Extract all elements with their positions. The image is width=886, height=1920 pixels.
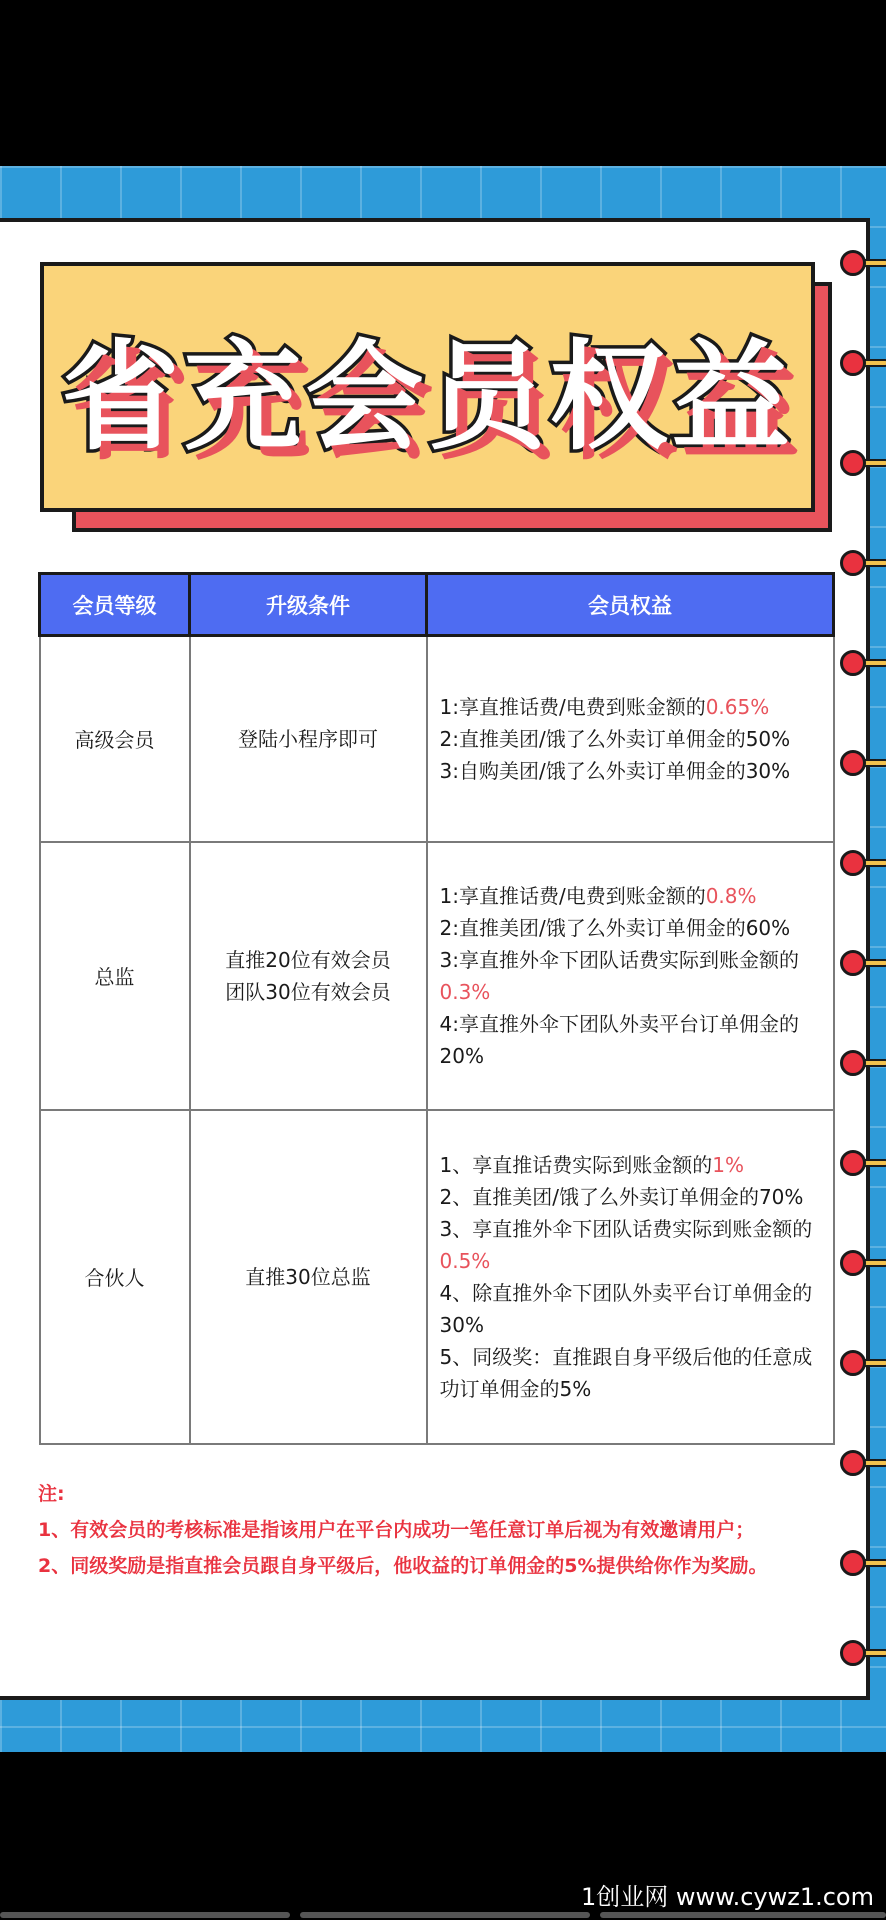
ring-icon: [840, 250, 886, 276]
page-title: 省充会员权益: [61, 328, 794, 466]
benefits-list: [427, 636, 834, 842]
ring-icon: [840, 1640, 886, 1666]
benefit-item: [440, 691, 825, 723]
ring-icon: [840, 550, 886, 576]
benefit-rate: 1%: [712, 1152, 744, 1177]
benefit-item: [440, 1341, 825, 1405]
benefit-item: [440, 723, 825, 755]
ring-icon: [840, 1550, 886, 1576]
member-level: 高级会员: [40, 636, 190, 842]
upgrade-condition: [190, 636, 427, 842]
condition-line: 直推30位总监: [245, 1264, 371, 1289]
note-item: 1、有效会员的考核标准是指该用户在平台内成功一笔任意订单后视为有效邀请用户；: [38, 1519, 755, 1541]
benefit-item: [440, 755, 825, 787]
benefit-item: [440, 1213, 825, 1277]
benefits-list: [427, 1110, 834, 1444]
benefit-item: [440, 1277, 825, 1341]
ring-icon: [840, 1150, 886, 1176]
header-level: 会员等级: [40, 574, 190, 636]
benefit-text: 2、直推美团/饿了么外卖订单佣金的70%: [439, 1184, 804, 1209]
ring-icon: [840, 1250, 886, 1276]
table-row: [40, 636, 834, 842]
benefit-item: [440, 1008, 825, 1072]
ring-icon: [840, 750, 886, 776]
benefit-rate: 0.65%: [705, 694, 770, 719]
benefit-text: 2:直推美团/饿了么外卖订单佣金的60%: [439, 915, 791, 940]
member-level: 合伙人: [40, 1110, 190, 1444]
header-benefits: 会员权益: [427, 574, 834, 636]
ring-icon: [840, 450, 886, 476]
benefit-item: [440, 880, 825, 912]
benefit-item: [440, 1181, 825, 1213]
condition-line: 登陆小程序即可: [238, 726, 378, 751]
benefit-text: 3:享直推外伞下团队话费实际到账金额的: [439, 947, 799, 972]
notes: [38, 1476, 838, 1584]
header-condition: 升级条件: [190, 574, 427, 636]
benefit-text: 4、除直推外伞下团队外卖平台订单佣金的30%: [439, 1280, 813, 1337]
benefit-text: 1、享直推话费实际到账金额的: [439, 1152, 713, 1177]
table-row: [40, 1110, 834, 1444]
benefit-item: [440, 912, 825, 944]
upgrade-condition: [190, 842, 427, 1110]
benefit-rate: 0.5%: [439, 1248, 491, 1273]
benefit-rate: 0.3%: [439, 979, 491, 1004]
ring-icon: [840, 650, 886, 676]
benefit-item: [440, 944, 825, 1008]
ring-icon: [840, 950, 886, 976]
notebook-rings: [840, 250, 886, 1680]
benefit-text: 4:享直推外伞下团队外卖平台订单佣金的20%: [439, 1011, 799, 1068]
benefit-text: 3:自购美团/饿了么外卖订单佣金的30%: [439, 758, 791, 783]
condition-line: 直推20位有效会员: [225, 947, 391, 972]
benefit-text: 1:享直推话费/电费到账金额的: [439, 883, 706, 908]
condition-line: 团队30位有效会员: [225, 979, 391, 1004]
benefit-text: 2:直推美团/饿了么外卖订单佣金的50%: [439, 726, 791, 751]
table-header-row: [40, 574, 834, 636]
benefit-text: 5、同级奖：直推跟自身平级后他的任意成功订单佣金的5%: [439, 1344, 813, 1401]
table-row: [40, 842, 834, 1110]
membership-table: [38, 572, 835, 1445]
benefit-text: 3、享直推外伞下团队话费实际到账金额的: [439, 1216, 813, 1241]
ring-icon: [840, 850, 886, 876]
note-item: 2、同级奖励是指直推会员跟自身平级后，他收益的订单佣金的5%提供给你作为奖励。: [38, 1555, 768, 1577]
notes-label: 注:: [38, 1483, 65, 1505]
ring-icon: [840, 1450, 886, 1476]
benefit-rate: 0.8%: [705, 883, 757, 908]
upgrade-condition: [190, 1110, 427, 1444]
ring-icon: [840, 1350, 886, 1376]
benefit-text: 1:享直推话费/电费到账金额的: [439, 694, 706, 719]
bottom-bar: [0, 1900, 886, 1920]
benefits-list: [427, 842, 834, 1110]
ring-icon: [840, 350, 886, 376]
member-level: 总监: [40, 842, 190, 1110]
benefit-item: [440, 1149, 825, 1181]
title-banner: [40, 262, 815, 512]
ring-icon: [840, 1050, 886, 1076]
watermark: 1创业网 www.cywz1.com: [581, 1883, 874, 1911]
